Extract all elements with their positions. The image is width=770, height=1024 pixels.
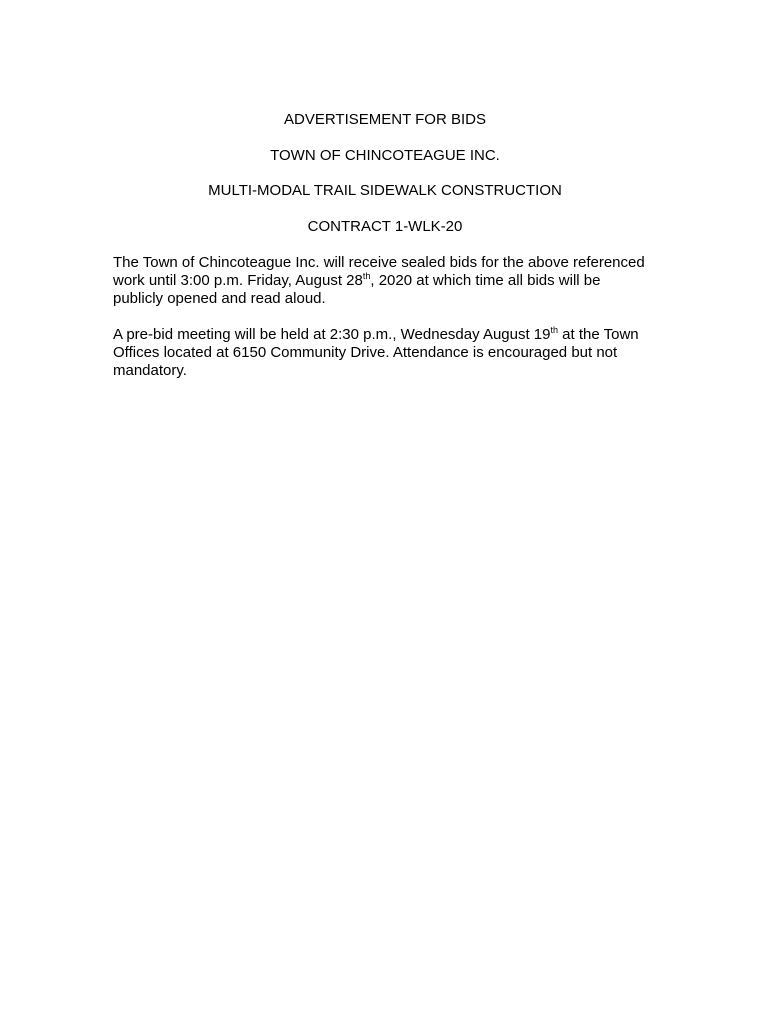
paragraph-line: publicly opened and read aloud.: [113, 290, 326, 307]
text-run: at the Town: [558, 326, 639, 343]
pre-bid-meeting-paragraph: [113, 326, 673, 380]
paragraph-line: The Town of Chincoteague Inc. will receive sealed bids for the above referenced: [113, 254, 645, 271]
paragraph-line: [113, 326, 673, 344]
organization-name: TOWN OF CHINCOTEAGUE INC.: [270, 147, 500, 164]
ordinal-suffix: th: [362, 271, 371, 281]
paragraph-line: mandatory.: [113, 362, 187, 379]
bid-deadline-paragraph: [113, 254, 673, 308]
text-run: A pre-bid meeting will be held at 2:30 p.m., Wednesday August 19: [113, 326, 551, 343]
paragraph-line: Offices located at 6150 Community Drive. Attendance is encouraged but not: [113, 344, 618, 361]
ordinal-suffix: th: [550, 325, 559, 335]
contract-number: CONTRACT 1-WLK-20: [307, 218, 463, 235]
text-run: , 2020 at which time all bids will be: [370, 272, 601, 289]
paragraph-line: [113, 272, 673, 290]
text-run: work until 3:00 p.m. Friday, August 28: [113, 272, 363, 289]
project-name: MULTI-MODAL TRAIL SIDEWALK CONSTRUCTION: [208, 182, 562, 199]
document-title: ADVERTISEMENT FOR BIDS: [284, 111, 486, 128]
